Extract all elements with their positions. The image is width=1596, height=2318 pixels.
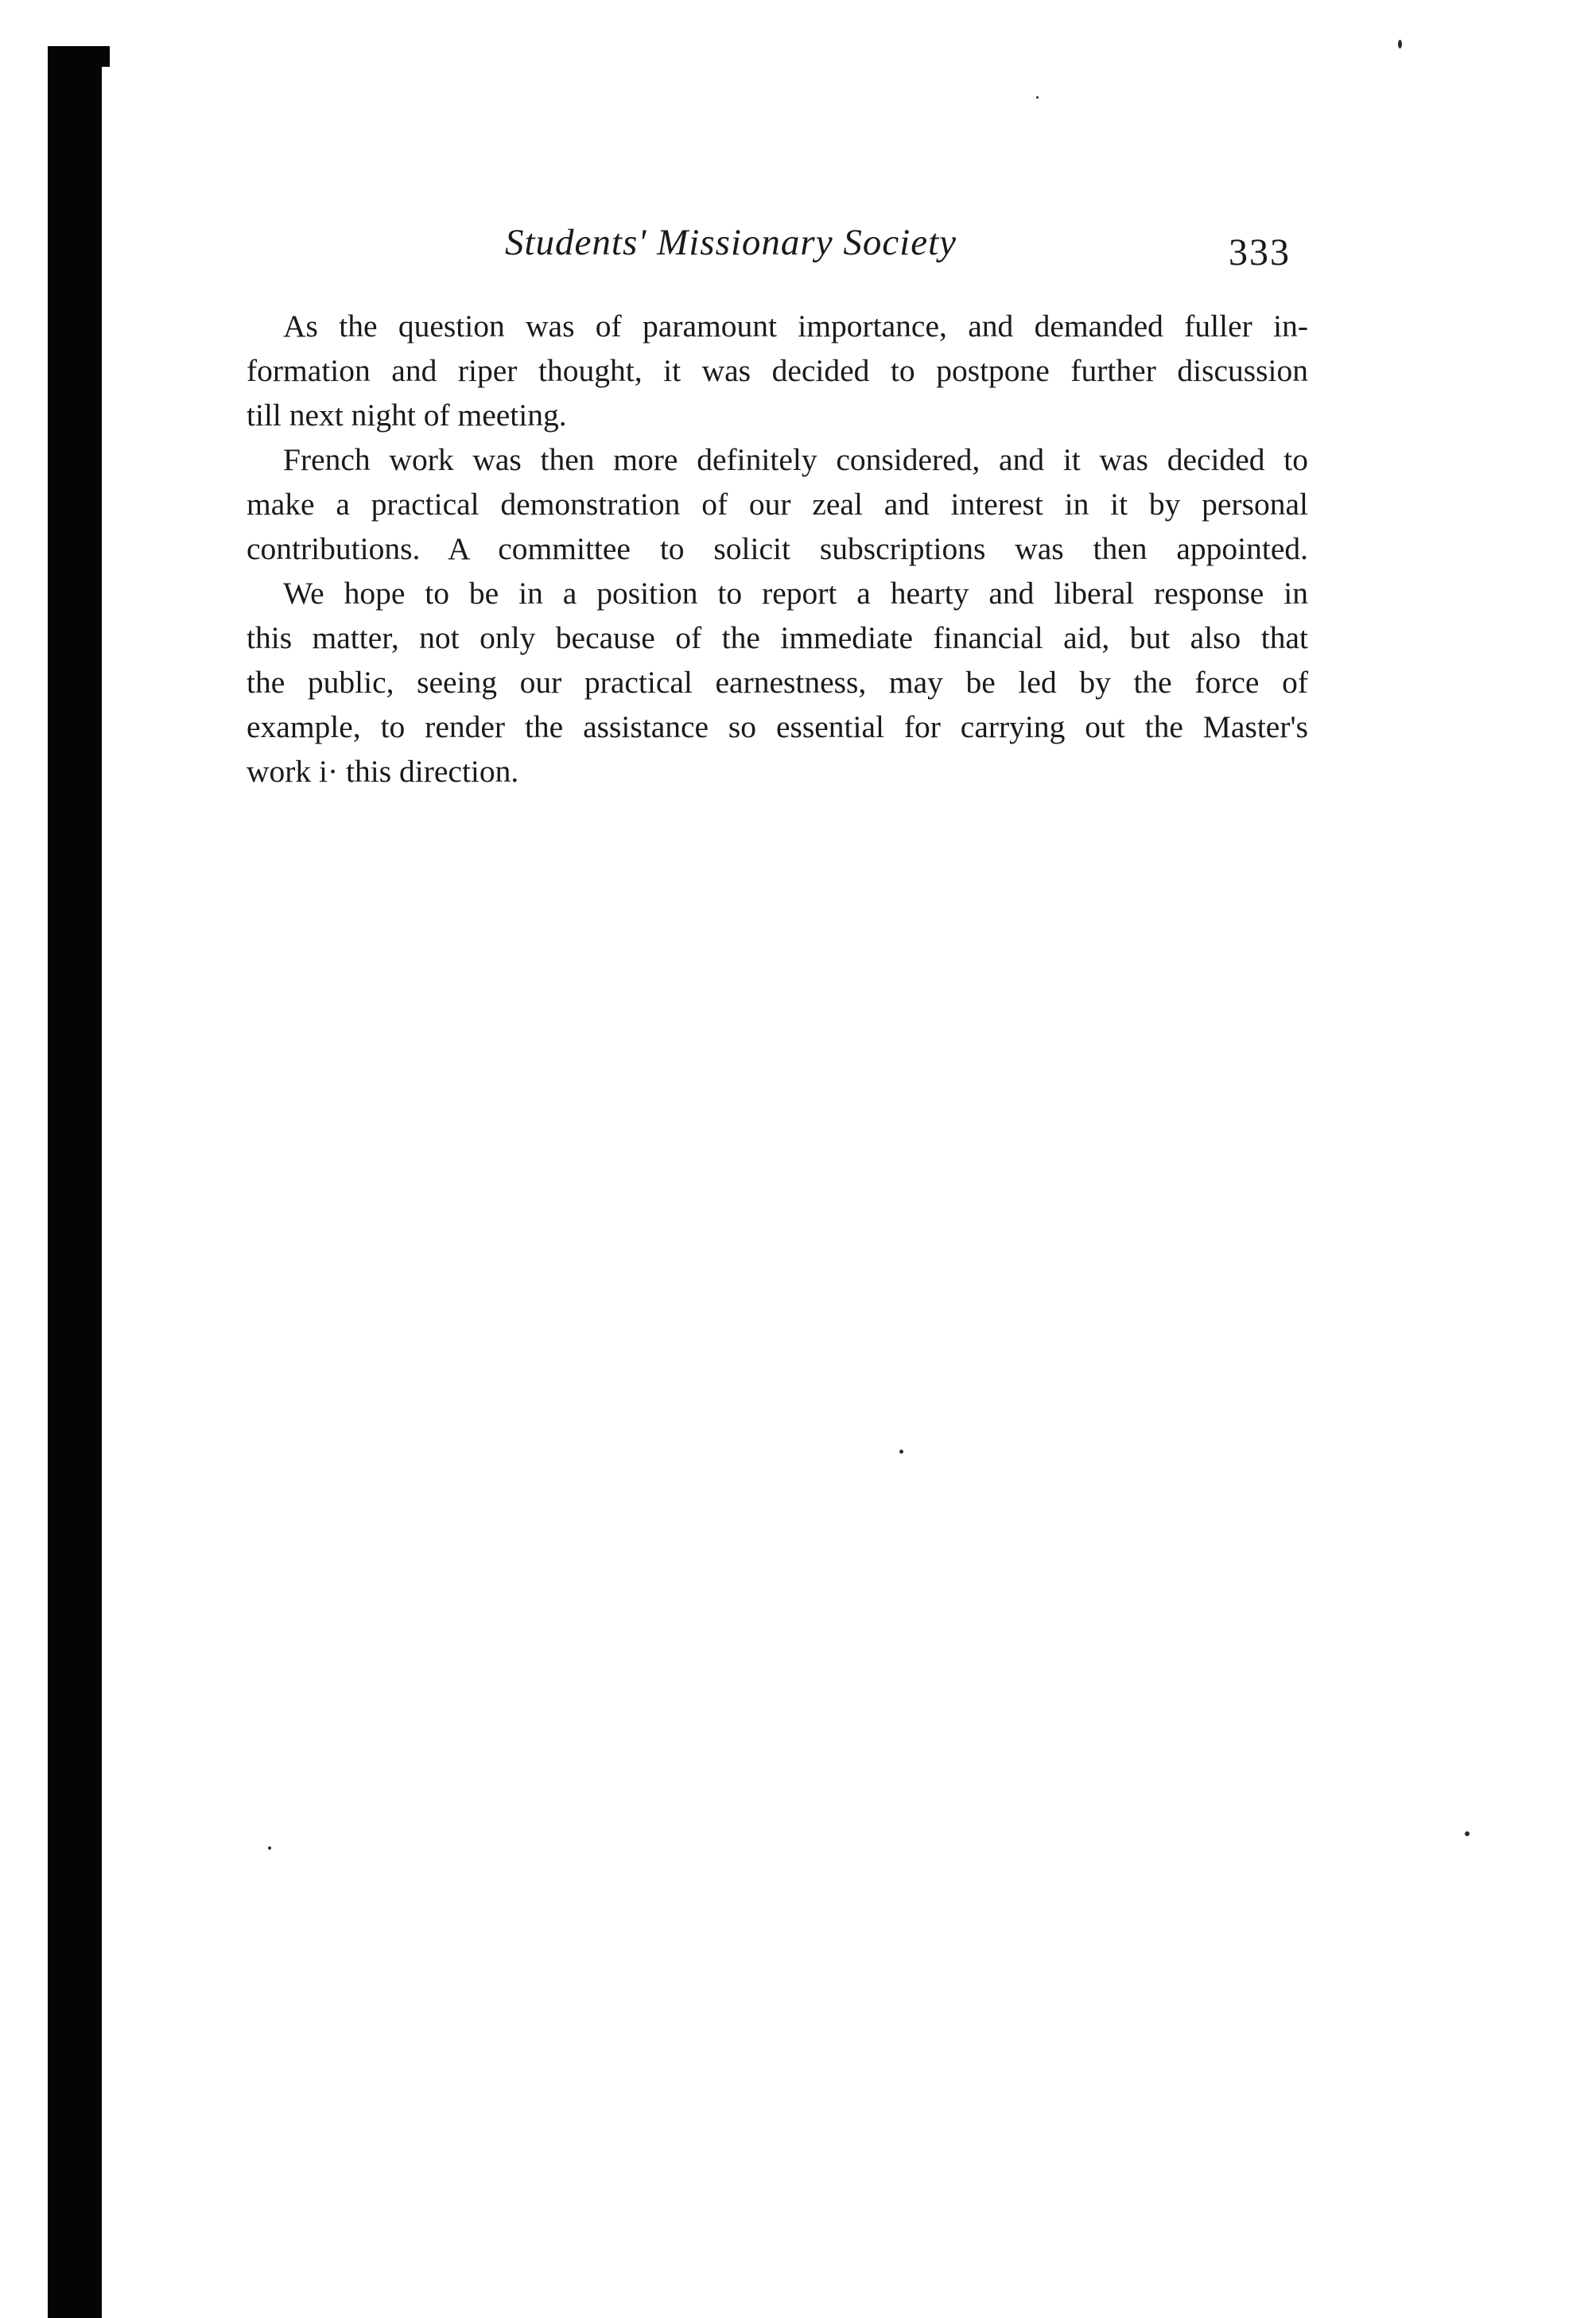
text-line: formation and riper thought, it was decided to postpone further discussion	[247, 353, 1308, 388]
scan-speck	[1465, 1831, 1470, 1836]
running-head-title: Students' Missionary Society	[505, 222, 957, 263]
text-line: work i· this direction.	[247, 754, 519, 789]
text-line: We hope to be in a position to report a hearty and liberal response in	[283, 576, 1308, 611]
text-line: French work was then more definitely considered, and it was decided to	[283, 442, 1308, 477]
page-binding-edge	[48, 46, 102, 2318]
scan-speck	[268, 1846, 271, 1850]
text-line: this matter, not only because of the immediate financial aid, but also that	[247, 620, 1308, 655]
text-line: till next night of meeting.	[247, 398, 567, 433]
page-binding-notch	[102, 46, 110, 67]
text-line: example, to render the assistance so essential for carrying out the Master's	[247, 709, 1308, 744]
scan-speck	[1398, 40, 1402, 49]
page-number: 333	[1229, 231, 1291, 274]
scan-speck	[1036, 96, 1039, 99]
body-text	[247, 304, 1308, 794]
scan-speck	[899, 1450, 903, 1454]
text-line: make a practical demonstration of our zeal and interest in it by personal	[247, 487, 1308, 522]
text-line: As the question was of paramount importance, and demanded fuller in-	[283, 309, 1308, 344]
text-line: contributions. A committee to solicit subscriptions was then appointed.	[247, 531, 1308, 566]
text-line: the public, seeing our practical earnestness, may be led by the force of	[247, 665, 1308, 700]
